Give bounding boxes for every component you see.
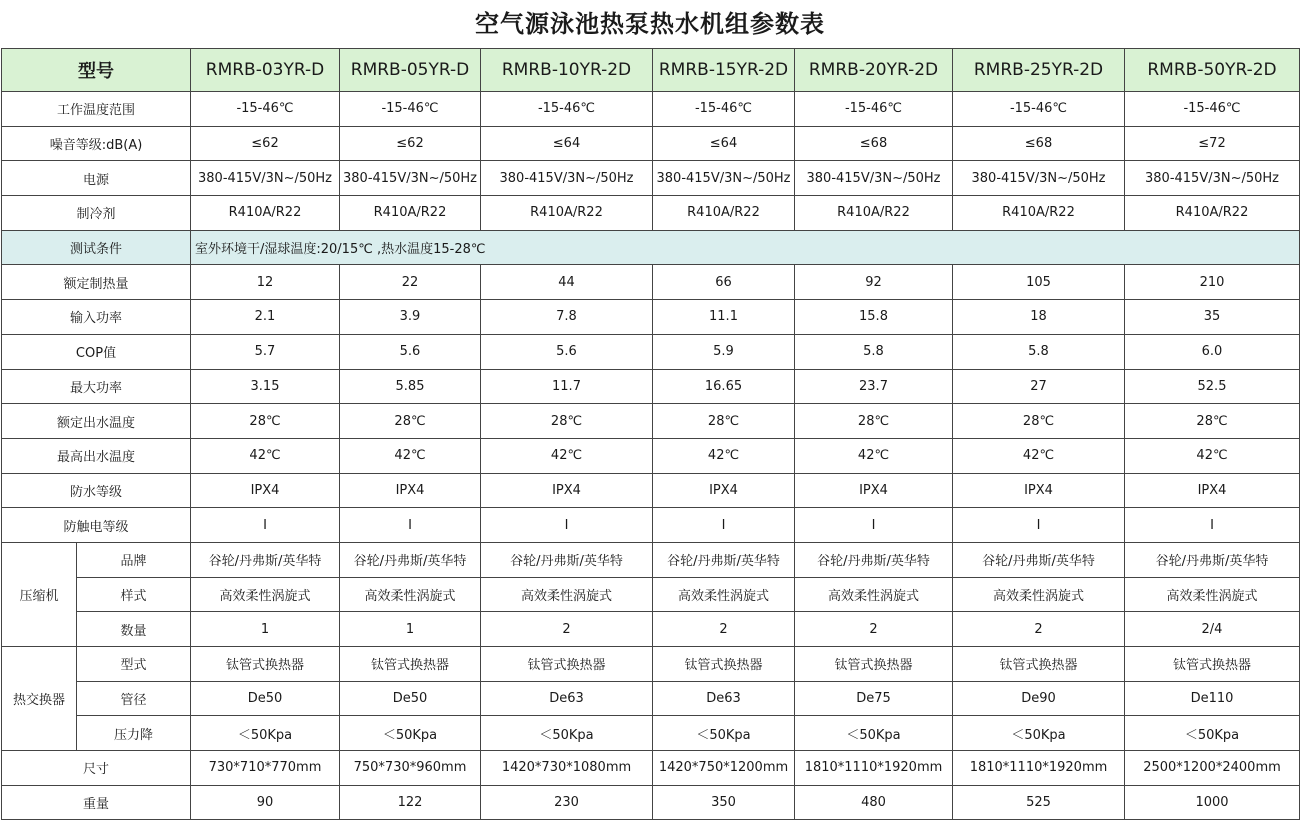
value-cell: R410A/R22 <box>953 196 1125 231</box>
weight-row <box>2 785 1300 820</box>
value-cell: ≤62 <box>191 126 340 161</box>
model-name: RMRB-05YR-D <box>340 49 481 92</box>
test-conditions-value: 室外环境干/湿球温度:20/15℃ ,热水温度15-28℃ <box>191 230 1300 265</box>
value-cell: 350 <box>653 785 795 820</box>
value-cell: 44 <box>481 265 653 300</box>
value-cell: 谷轮/丹弗斯/英华特 <box>795 542 953 577</box>
value-cell: IPX4 <box>795 473 953 508</box>
value-cell: I <box>340 508 481 543</box>
value-cell: 高效柔性涡旋式 <box>653 577 795 612</box>
value-cell: 钛管式换热器 <box>953 647 1125 682</box>
rated-outlet-temp-row <box>2 404 1300 439</box>
value-cell: ≤62 <box>340 126 481 161</box>
compressor-brand-row <box>2 542 1300 577</box>
value-cell: ≤64 <box>481 126 653 161</box>
value-cell: 28℃ <box>1125 404 1300 439</box>
value-cell: -15-46℃ <box>481 92 653 127</box>
value-cell: 28℃ <box>953 404 1125 439</box>
value-cell: 42℃ <box>1125 438 1300 473</box>
value-cell: De75 <box>795 681 953 716</box>
value-cell: 42℃ <box>340 438 481 473</box>
value-cell: R410A/R22 <box>795 196 953 231</box>
value-cell: 28℃ <box>795 404 953 439</box>
value-cell: De50 <box>340 681 481 716</box>
row-label: 测试条件 <box>2 230 191 265</box>
value-cell: -15-46℃ <box>340 92 481 127</box>
value-cell: 高效柔性涡旋式 <box>481 577 653 612</box>
heating-capacity-row <box>2 265 1300 300</box>
value-cell: 380-415V/3N~/50Hz <box>481 161 653 196</box>
value-cell: 92 <box>795 265 953 300</box>
value-cell: 11.7 <box>481 369 653 404</box>
row-label: 电源 <box>2 161 191 196</box>
value-cell: 230 <box>481 785 653 820</box>
value-cell: 42℃ <box>795 438 953 473</box>
row-label: 输入功率 <box>2 300 191 335</box>
value-cell: -15-46℃ <box>795 92 953 127</box>
value-cell: 16.65 <box>653 369 795 404</box>
value-cell: R410A/R22 <box>653 196 795 231</box>
value-cell: IPX4 <box>1125 473 1300 508</box>
value-cell: 钛管式换热器 <box>1125 647 1300 682</box>
value-cell: ＜50Kpa <box>1125 716 1300 751</box>
max-outlet-temp-row <box>2 438 1300 473</box>
refrigerant-row <box>2 196 1300 231</box>
value-cell: 谷轮/丹弗斯/英华特 <box>481 542 653 577</box>
heat-exchanger-type-row <box>2 647 1300 682</box>
value-cell: 高效柔性涡旋式 <box>1125 577 1300 612</box>
value-cell: 66 <box>653 265 795 300</box>
value-cell: R410A/R22 <box>481 196 653 231</box>
model-label: 型号 <box>2 49 191 92</box>
model-name: RMRB-50YR-2D <box>1125 49 1300 92</box>
value-cell: R410A/R22 <box>191 196 340 231</box>
value-cell: 525 <box>953 785 1125 820</box>
power-supply-row <box>2 161 1300 196</box>
value-cell: 谷轮/丹弗斯/英华特 <box>1125 542 1300 577</box>
value-cell: ≤64 <box>653 126 795 161</box>
value-cell: I <box>191 508 340 543</box>
value-cell: 1420*750*1200mm <box>653 751 795 786</box>
value-cell: IPX4 <box>481 473 653 508</box>
value-cell: 高效柔性涡旋式 <box>953 577 1125 612</box>
model-name: RMRB-25YR-2D <box>953 49 1125 92</box>
value-cell: 高效柔性涡旋式 <box>191 577 340 612</box>
value-cell: ＜50Kpa <box>191 716 340 751</box>
value-cell: 1810*1110*1920mm <box>795 751 953 786</box>
value-cell: 122 <box>340 785 481 820</box>
test-conditions-row <box>2 230 1300 265</box>
row-label: 尺寸 <box>2 751 191 786</box>
sub-label: 品牌 <box>77 542 191 577</box>
value-cell: 18 <box>953 300 1125 335</box>
value-cell: 105 <box>953 265 1125 300</box>
value-cell: 28℃ <box>653 404 795 439</box>
model-name: RMRB-10YR-2D <box>481 49 653 92</box>
value-cell: 5.85 <box>340 369 481 404</box>
value-cell: 380-415V/3N~/50Hz <box>953 161 1125 196</box>
value-cell: 3.15 <box>191 369 340 404</box>
value-cell: ≤68 <box>795 126 953 161</box>
value-cell: R410A/R22 <box>340 196 481 231</box>
value-cell: 42℃ <box>653 438 795 473</box>
value-cell: 27 <box>953 369 1125 404</box>
value-cell: 28℃ <box>340 404 481 439</box>
value-cell: 52.5 <box>1125 369 1300 404</box>
value-cell: IPX4 <box>653 473 795 508</box>
row-label: 最高出水温度 <box>2 438 191 473</box>
value-cell: De110 <box>1125 681 1300 716</box>
value-cell: I <box>953 508 1125 543</box>
waterproof-row <box>2 473 1300 508</box>
value-cell: 5.7 <box>191 334 340 369</box>
row-label: 额定出水温度 <box>2 404 191 439</box>
value-cell: 2 <box>481 612 653 647</box>
row-label: COP值 <box>2 334 191 369</box>
value-cell: -15-46℃ <box>953 92 1125 127</box>
value-cell: 28℃ <box>191 404 340 439</box>
value-cell: 1000 <box>1125 785 1300 820</box>
value-cell: 谷轮/丹弗斯/英华特 <box>653 542 795 577</box>
value-cell: 谷轮/丹弗斯/英华特 <box>953 542 1125 577</box>
value-cell: De50 <box>191 681 340 716</box>
value-cell: 380-415V/3N~/50Hz <box>340 161 481 196</box>
value-cell: ＜50Kpa <box>481 716 653 751</box>
value-cell: 730*710*770mm <box>191 751 340 786</box>
row-label: 噪音等级:dB(A) <box>2 126 191 161</box>
value-cell: De90 <box>953 681 1125 716</box>
max-power-row <box>2 369 1300 404</box>
value-cell: 15.8 <box>795 300 953 335</box>
value-cell: 高效柔性涡旋式 <box>340 577 481 612</box>
value-cell: 380-415V/3N~/50Hz <box>795 161 953 196</box>
value-cell: 11.1 <box>653 300 795 335</box>
value-cell: I <box>795 508 953 543</box>
value-cell: IPX4 <box>191 473 340 508</box>
value-cell: De63 <box>653 681 795 716</box>
row-label: 制冷剂 <box>2 196 191 231</box>
value-cell: 7.8 <box>481 300 653 335</box>
compressor-style-row <box>2 577 1300 612</box>
value-cell: 谷轮/丹弗斯/英华特 <box>340 542 481 577</box>
value-cell: ＜50Kpa <box>953 716 1125 751</box>
page-title: 空气源泳池热泵热水机组参数表 <box>475 10 825 38</box>
value-cell: 22 <box>340 265 481 300</box>
value-cell: I <box>1125 508 1300 543</box>
model-name: RMRB-15YR-2D <box>653 49 795 92</box>
value-cell: 谷轮/丹弗斯/英华特 <box>191 542 340 577</box>
group-label: 压缩机 <box>2 542 77 646</box>
value-cell: 380-415V/3N~/50Hz <box>191 161 340 196</box>
row-label: 防触电等级 <box>2 508 191 543</box>
value-cell: 28℃ <box>481 404 653 439</box>
value-cell: 6.0 <box>1125 334 1300 369</box>
spec-table-body <box>2 49 1300 820</box>
shock-protection-row <box>2 508 1300 543</box>
row-label: 额定制热量 <box>2 265 191 300</box>
group-label: 热交换器 <box>2 647 77 751</box>
value-cell: ＜50Kpa <box>795 716 953 751</box>
sub-label: 压力降 <box>77 716 191 751</box>
value-cell: 90 <box>191 785 340 820</box>
value-cell: 1 <box>191 612 340 647</box>
sub-label: 数量 <box>77 612 191 647</box>
value-cell: 钛管式换热器 <box>653 647 795 682</box>
value-cell: -15-46℃ <box>1125 92 1300 127</box>
value-cell: 5.6 <box>340 334 481 369</box>
value-cell: 钛管式换热器 <box>481 647 653 682</box>
value-cell: 42℃ <box>191 438 340 473</box>
value-cell: De63 <box>481 681 653 716</box>
value-cell: 钛管式换热器 <box>191 647 340 682</box>
value-cell: 2 <box>653 612 795 647</box>
value-cell: -15-46℃ <box>191 92 340 127</box>
value-cell: 5.6 <box>481 334 653 369</box>
input-power-row <box>2 300 1300 335</box>
value-cell: 5.8 <box>953 334 1125 369</box>
value-cell: I <box>653 508 795 543</box>
dimensions-row <box>2 751 1300 786</box>
sub-label: 型式 <box>77 647 191 682</box>
value-cell: 380-415V/3N~/50Hz <box>1125 161 1300 196</box>
value-cell: ＜50Kpa <box>653 716 795 751</box>
value-cell: R410A/R22 <box>1125 196 1300 231</box>
value-cell: 750*730*960mm <box>340 751 481 786</box>
value-cell: 42℃ <box>953 438 1125 473</box>
heat-exchanger-pipe-diameter-row <box>2 681 1300 716</box>
value-cell: ＜50Kpa <box>340 716 481 751</box>
compressor-quantity-row <box>2 612 1300 647</box>
sub-label: 样式 <box>77 577 191 612</box>
value-cell: 380-415V/3N~/50Hz <box>653 161 795 196</box>
value-cell: -15-46℃ <box>653 92 795 127</box>
value-cell: 480 <box>795 785 953 820</box>
value-cell: 2.1 <box>191 300 340 335</box>
value-cell: 1420*730*1080mm <box>481 751 653 786</box>
value-cell: 2/4 <box>1125 612 1300 647</box>
model-name: RMRB-20YR-2D <box>795 49 953 92</box>
sub-label: 管径 <box>77 681 191 716</box>
noise-row <box>2 126 1300 161</box>
row-label: 防水等级 <box>2 473 191 508</box>
row-label: 最大功率 <box>2 369 191 404</box>
value-cell: 210 <box>1125 265 1300 300</box>
value-cell: 42℃ <box>481 438 653 473</box>
model-name: RMRB-03YR-D <box>191 49 340 92</box>
value-cell: IPX4 <box>340 473 481 508</box>
value-cell: 1810*1110*1920mm <box>953 751 1125 786</box>
value-cell: ≤68 <box>953 126 1125 161</box>
value-cell: 12 <box>191 265 340 300</box>
value-cell: 1 <box>340 612 481 647</box>
heat-exchanger-pressure-drop-row <box>2 716 1300 751</box>
row-label: 工作温度范围 <box>2 92 191 127</box>
temp-range-row <box>2 92 1300 127</box>
value-cell: 2500*1200*2400mm <box>1125 751 1300 786</box>
value-cell: 钛管式换热器 <box>795 647 953 682</box>
cop-row <box>2 334 1300 369</box>
spec-table <box>1 48 1300 820</box>
value-cell: 3.9 <box>340 300 481 335</box>
value-cell: 5.9 <box>653 334 795 369</box>
value-cell: I <box>481 508 653 543</box>
value-cell: 2 <box>953 612 1125 647</box>
value-cell: 5.8 <box>795 334 953 369</box>
value-cell: 23.7 <box>795 369 953 404</box>
value-cell: 高效柔性涡旋式 <box>795 577 953 612</box>
value-cell: ≤72 <box>1125 126 1300 161</box>
value-cell: 钛管式换热器 <box>340 647 481 682</box>
value-cell: 2 <box>795 612 953 647</box>
value-cell: 35 <box>1125 300 1300 335</box>
row-label: 重量 <box>2 785 191 820</box>
header-row <box>2 49 1300 92</box>
value-cell: IPX4 <box>953 473 1125 508</box>
